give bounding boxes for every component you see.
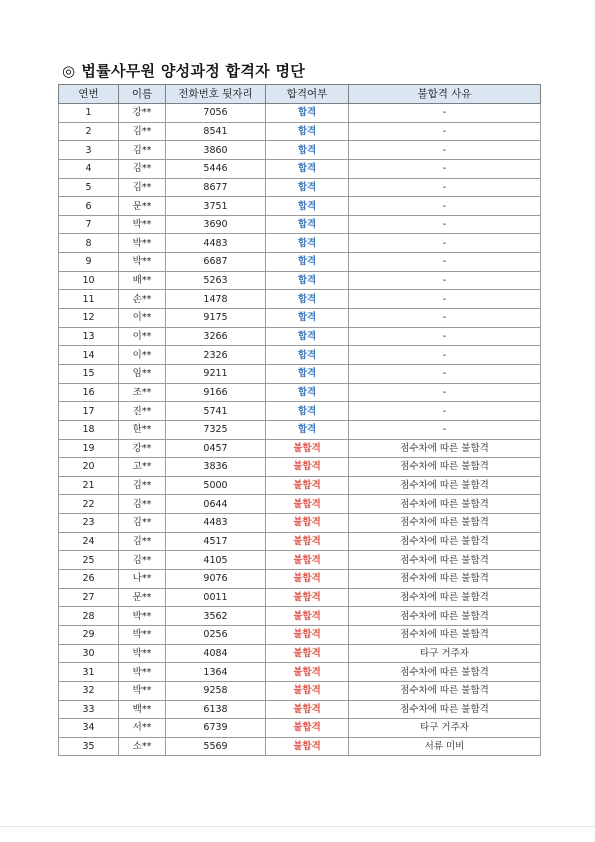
cell-phone: 4483 bbox=[166, 234, 266, 253]
cell-phone: 0256 bbox=[166, 625, 266, 644]
cell-phone: 4517 bbox=[166, 532, 266, 551]
cell-name: 박** bbox=[119, 644, 166, 663]
cell-name: 이** bbox=[119, 309, 166, 328]
cell-no: 35 bbox=[59, 737, 119, 756]
cell-no: 13 bbox=[59, 327, 119, 346]
cell-result: 불합격 bbox=[266, 439, 349, 458]
cell-phone: 5263 bbox=[166, 271, 266, 290]
cell-phone: 8541 bbox=[166, 122, 266, 141]
column-header-reason: 불합격 사유 bbox=[349, 85, 541, 104]
cell-reason: - bbox=[349, 197, 541, 216]
cell-no: 18 bbox=[59, 420, 119, 439]
column-header-name: 이름 bbox=[119, 85, 166, 104]
cell-name: 배** bbox=[119, 271, 166, 290]
column-header-phone: 전화번호 뒷자리 bbox=[166, 85, 266, 104]
cell-name: 나** bbox=[119, 570, 166, 589]
cell-name: 이** bbox=[119, 327, 166, 346]
cell-reason: - bbox=[349, 327, 541, 346]
cell-result: 합격 bbox=[266, 402, 349, 421]
cell-reason: 점수차에 따른 불합격 bbox=[349, 458, 541, 477]
cell-name: 김** bbox=[119, 122, 166, 141]
cell-phone: 4483 bbox=[166, 514, 266, 533]
cell-name: 김** bbox=[119, 495, 166, 514]
cell-name: 문** bbox=[119, 588, 166, 607]
cell-no: 17 bbox=[59, 402, 119, 421]
cell-reason: - bbox=[349, 178, 541, 197]
cell-name: 임** bbox=[119, 364, 166, 383]
cell-no: 28 bbox=[59, 607, 119, 626]
table-row bbox=[59, 197, 541, 216]
cell-result: 합격 bbox=[266, 215, 349, 234]
cell-no: 22 bbox=[59, 495, 119, 514]
cell-name: 김** bbox=[119, 141, 166, 160]
cell-reason: 점수차에 따른 불합격 bbox=[349, 607, 541, 626]
cell-reason: 점수차에 따른 불합격 bbox=[349, 570, 541, 589]
cell-phone: 3751 bbox=[166, 197, 266, 216]
cell-result: 불합격 bbox=[266, 551, 349, 570]
cell-result: 합격 bbox=[266, 364, 349, 383]
table-row bbox=[59, 290, 541, 309]
cell-phone: 3836 bbox=[166, 458, 266, 477]
cell-no: 32 bbox=[59, 681, 119, 700]
cell-result: 합격 bbox=[266, 197, 349, 216]
table-row bbox=[59, 104, 541, 123]
cell-result: 합격 bbox=[266, 290, 349, 309]
cell-result: 불합격 bbox=[266, 588, 349, 607]
cell-no: 26 bbox=[59, 570, 119, 589]
cell-result: 불합격 bbox=[266, 700, 349, 719]
cell-phone: 5000 bbox=[166, 476, 266, 495]
table-row bbox=[59, 122, 541, 141]
cell-phone: 9076 bbox=[166, 570, 266, 589]
table-row bbox=[59, 178, 541, 197]
cell-result: 불합격 bbox=[266, 737, 349, 756]
cell-no: 31 bbox=[59, 663, 119, 682]
cell-reason: 점수차에 따른 불합격 bbox=[349, 514, 541, 533]
cell-reason: 점수차에 따른 불합격 bbox=[349, 439, 541, 458]
table-row bbox=[59, 737, 541, 756]
cell-reason: 점수차에 따른 불합격 bbox=[349, 681, 541, 700]
cell-result: 불합격 bbox=[266, 663, 349, 682]
cell-phone: 6739 bbox=[166, 719, 266, 738]
table-row bbox=[59, 719, 541, 738]
cell-no: 16 bbox=[59, 383, 119, 402]
cell-reason: - bbox=[349, 420, 541, 439]
cell-phone: 9166 bbox=[166, 383, 266, 402]
cell-result: 합격 bbox=[266, 159, 349, 178]
table-row bbox=[59, 327, 541, 346]
cell-reason: 점수차에 따른 불합격 bbox=[349, 588, 541, 607]
page-title-text: 법률사무원 양성과정 합격자 명단 bbox=[81, 62, 306, 80]
table-row bbox=[59, 458, 541, 477]
cell-name: 김** bbox=[119, 532, 166, 551]
cell-reason: 점수차에 따른 불합격 bbox=[349, 532, 541, 551]
cell-result: 불합격 bbox=[266, 514, 349, 533]
cell-phone: 7325 bbox=[166, 420, 266, 439]
table-row bbox=[59, 644, 541, 663]
table-row bbox=[59, 607, 541, 626]
table-row bbox=[59, 159, 541, 178]
cell-result: 불합격 bbox=[266, 681, 349, 700]
table-row bbox=[59, 141, 541, 160]
cell-result: 합격 bbox=[266, 178, 349, 197]
column-header-no: 연번 bbox=[59, 85, 119, 104]
cell-name: 박** bbox=[119, 253, 166, 272]
cell-name: 김** bbox=[119, 514, 166, 533]
cell-result: 합격 bbox=[266, 346, 349, 365]
table-row bbox=[59, 309, 541, 328]
cell-phone: 5446 bbox=[166, 159, 266, 178]
cell-reason: - bbox=[349, 402, 541, 421]
table-body bbox=[59, 104, 541, 756]
cell-name: 박** bbox=[119, 234, 166, 253]
cell-name: 백** bbox=[119, 700, 166, 719]
cell-name: 김** bbox=[119, 476, 166, 495]
table-row bbox=[59, 402, 541, 421]
cell-result: 불합격 bbox=[266, 607, 349, 626]
cell-reason: - bbox=[349, 346, 541, 365]
cell-reason: - bbox=[349, 215, 541, 234]
cell-reason: 점수차에 따른 불합격 bbox=[349, 495, 541, 514]
cell-reason: - bbox=[349, 309, 541, 328]
cell-result: 합격 bbox=[266, 383, 349, 402]
cell-no: 33 bbox=[59, 700, 119, 719]
cell-reason: 타구 거주자 bbox=[349, 719, 541, 738]
cell-reason: - bbox=[349, 290, 541, 309]
cell-no: 6 bbox=[59, 197, 119, 216]
cell-name: 박** bbox=[119, 681, 166, 700]
table-row bbox=[59, 215, 541, 234]
cell-reason: 점수차에 따른 불합격 bbox=[349, 700, 541, 719]
cell-no: 8 bbox=[59, 234, 119, 253]
table-row bbox=[59, 532, 541, 551]
cell-phone: 5569 bbox=[166, 737, 266, 756]
table-row bbox=[59, 663, 541, 682]
double-circle-icon: ◎ bbox=[62, 62, 76, 80]
cell-name: 강** bbox=[119, 439, 166, 458]
cell-no: 14 bbox=[59, 346, 119, 365]
cell-result: 합격 bbox=[266, 104, 349, 123]
cell-phone: 0011 bbox=[166, 588, 266, 607]
cell-reason: - bbox=[349, 159, 541, 178]
cell-phone: 4084 bbox=[166, 644, 266, 663]
cell-no: 11 bbox=[59, 290, 119, 309]
cell-no: 2 bbox=[59, 122, 119, 141]
cell-name: 소** bbox=[119, 737, 166, 756]
cell-result: 불합격 bbox=[266, 644, 349, 663]
cell-phone: 0457 bbox=[166, 439, 266, 458]
table-row bbox=[59, 253, 541, 272]
cell-reason: 서류 미비 bbox=[349, 737, 541, 756]
cell-name: 박** bbox=[119, 215, 166, 234]
cell-result: 합격 bbox=[266, 420, 349, 439]
cell-phone: 3266 bbox=[166, 327, 266, 346]
cell-name: 김** bbox=[119, 159, 166, 178]
cell-phone: 1364 bbox=[166, 663, 266, 682]
cell-reason: 점수차에 따른 불합격 bbox=[349, 476, 541, 495]
table-row bbox=[59, 476, 541, 495]
cell-no: 10 bbox=[59, 271, 119, 290]
cell-result: 합격 bbox=[266, 271, 349, 290]
cell-name: 강** bbox=[119, 104, 166, 123]
table-row bbox=[59, 570, 541, 589]
cell-reason: - bbox=[349, 271, 541, 290]
column-header-result: 합격여부 bbox=[266, 85, 349, 104]
cell-no: 34 bbox=[59, 719, 119, 738]
cell-phone: 1478 bbox=[166, 290, 266, 309]
cell-reason: - bbox=[349, 364, 541, 383]
cell-no: 15 bbox=[59, 364, 119, 383]
cell-name: 서** bbox=[119, 719, 166, 738]
cell-result: 불합격 bbox=[266, 476, 349, 495]
cell-result: 불합격 bbox=[266, 719, 349, 738]
cell-no: 19 bbox=[59, 439, 119, 458]
table-row bbox=[59, 346, 541, 365]
table-header-row bbox=[59, 85, 541, 104]
cell-name: 박** bbox=[119, 625, 166, 644]
table-row bbox=[59, 383, 541, 402]
cell-no: 30 bbox=[59, 644, 119, 663]
table-row bbox=[59, 439, 541, 458]
cell-result: 합격 bbox=[266, 122, 349, 141]
cell-phone: 4105 bbox=[166, 551, 266, 570]
cell-no: 9 bbox=[59, 253, 119, 272]
cell-reason: 타구 거주자 bbox=[349, 644, 541, 663]
table-row bbox=[59, 364, 541, 383]
cell-reason: - bbox=[349, 383, 541, 402]
page-title bbox=[62, 60, 305, 81]
cell-no: 29 bbox=[59, 625, 119, 644]
cell-reason: 점수차에 따른 불합격 bbox=[349, 663, 541, 682]
table-row bbox=[59, 700, 541, 719]
cell-phone: 3860 bbox=[166, 141, 266, 160]
cell-name: 손** bbox=[119, 290, 166, 309]
cell-phone: 8677 bbox=[166, 178, 266, 197]
cell-result: 합격 bbox=[266, 309, 349, 328]
cell-no: 25 bbox=[59, 551, 119, 570]
cell-reason: - bbox=[349, 234, 541, 253]
cell-reason: - bbox=[349, 122, 541, 141]
cell-no: 7 bbox=[59, 215, 119, 234]
cell-name: 진** bbox=[119, 402, 166, 421]
table-row bbox=[59, 271, 541, 290]
cell-phone: 6138 bbox=[166, 700, 266, 719]
cell-phone: 5741 bbox=[166, 402, 266, 421]
cell-name: 박** bbox=[119, 607, 166, 626]
result-table bbox=[58, 84, 541, 756]
cell-phone: 3562 bbox=[166, 607, 266, 626]
cell-no: 4 bbox=[59, 159, 119, 178]
cell-no: 24 bbox=[59, 532, 119, 551]
table-row bbox=[59, 625, 541, 644]
table-row bbox=[59, 588, 541, 607]
cell-reason: - bbox=[349, 253, 541, 272]
cell-phone: 9258 bbox=[166, 681, 266, 700]
cell-no: 20 bbox=[59, 458, 119, 477]
cell-name: 한** bbox=[119, 420, 166, 439]
cell-reason: 점수차에 따른 불합격 bbox=[349, 551, 541, 570]
table-row bbox=[59, 681, 541, 700]
cell-result: 불합격 bbox=[266, 570, 349, 589]
page-bottom-rule bbox=[0, 826, 595, 827]
cell-result: 불합격 bbox=[266, 625, 349, 644]
cell-no: 27 bbox=[59, 588, 119, 607]
cell-phone: 3690 bbox=[166, 215, 266, 234]
cell-result: 합격 bbox=[266, 141, 349, 160]
cell-name: 고** bbox=[119, 458, 166, 477]
cell-no: 21 bbox=[59, 476, 119, 495]
table-row bbox=[59, 495, 541, 514]
cell-no: 3 bbox=[59, 141, 119, 160]
cell-result: 합격 bbox=[266, 327, 349, 346]
cell-no: 23 bbox=[59, 514, 119, 533]
cell-name: 조** bbox=[119, 383, 166, 402]
cell-phone: 0644 bbox=[166, 495, 266, 514]
cell-result: 불합격 bbox=[266, 458, 349, 477]
cell-no: 12 bbox=[59, 309, 119, 328]
cell-phone: 9175 bbox=[166, 309, 266, 328]
table-row bbox=[59, 420, 541, 439]
table-row bbox=[59, 514, 541, 533]
cell-name: 박** bbox=[119, 663, 166, 682]
cell-result: 합격 bbox=[266, 234, 349, 253]
cell-no: 5 bbox=[59, 178, 119, 197]
cell-phone: 7056 bbox=[166, 104, 266, 123]
cell-result: 불합격 bbox=[266, 495, 349, 514]
cell-name: 문** bbox=[119, 197, 166, 216]
cell-no: 1 bbox=[59, 104, 119, 123]
cell-reason: 점수차에 따른 불합격 bbox=[349, 625, 541, 644]
cell-phone: 6687 bbox=[166, 253, 266, 272]
cell-name: 이** bbox=[119, 346, 166, 365]
cell-phone: 2326 bbox=[166, 346, 266, 365]
cell-name: 김** bbox=[119, 178, 166, 197]
cell-reason: - bbox=[349, 141, 541, 160]
cell-result: 합격 bbox=[266, 253, 349, 272]
cell-result: 불합격 bbox=[266, 532, 349, 551]
cell-name: 김** bbox=[119, 551, 166, 570]
cell-phone: 9211 bbox=[166, 364, 266, 383]
table-row bbox=[59, 234, 541, 253]
cell-reason: - bbox=[349, 104, 541, 123]
table-row bbox=[59, 551, 541, 570]
